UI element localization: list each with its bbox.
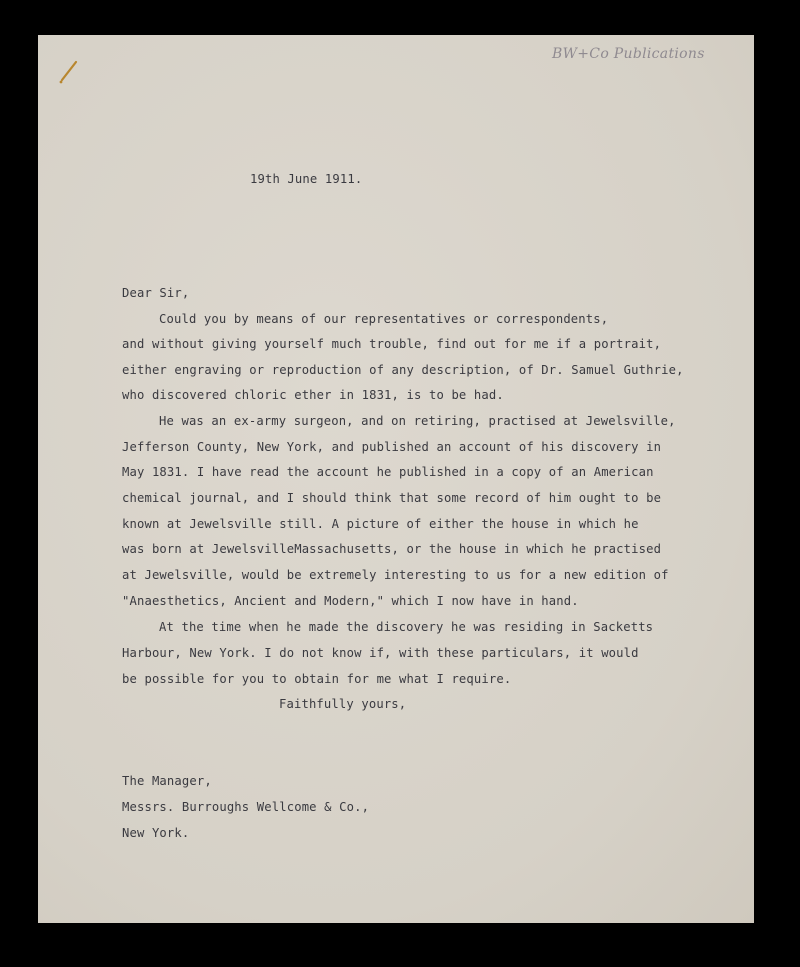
body-line: and without giving yourself much trouble, find out for me if a portrait, xyxy=(122,337,662,351)
address-line: New York. xyxy=(122,826,190,840)
body-line: Jefferson County, New York, and published an account of his discovery in xyxy=(122,440,662,454)
body-line: Harbour, New York. I do not know if, with these particulars, it would xyxy=(122,646,639,660)
body-line: at Jewelsville, would be extremely interesting to us for a new edition of xyxy=(122,568,669,582)
body-line: "Anaesthetics, Ancient and Modern," which I now have in hand. xyxy=(122,594,579,608)
letter-date: 19th June 1911. xyxy=(250,172,363,186)
letter-page xyxy=(38,35,754,923)
body-line: known at Jewelsville still. A picture of either the house in which he xyxy=(122,517,639,531)
address-line: Messrs. Burroughs Wellcome & Co., xyxy=(122,800,370,814)
body-line: chemical journal, and I should think that some record of him ought to be xyxy=(122,491,662,505)
pencil-tick-mark xyxy=(58,58,82,84)
address-line: The Manager, xyxy=(122,774,212,788)
body-line: who discovered chloric ether in 1831, is to be had. xyxy=(122,388,504,402)
body-line: At the time when he made the discovery he was residing in Sacketts xyxy=(159,620,654,634)
body-line: Could you by means of our representatives or correspondents, xyxy=(159,312,609,326)
body-line: was born at JewelsvilleMassachusetts, or the house in which he practised xyxy=(122,542,662,556)
letter-closing: Faithfully yours, xyxy=(279,697,407,711)
body-line: be possible for you to obtain for me what I require. xyxy=(122,672,512,686)
letter-salutation: Dear Sir, xyxy=(122,286,190,300)
body-line: either engraving or reproduction of any description, of Dr. Samuel Guthrie, xyxy=(122,363,684,377)
pencil-annotation: BW+Co Publications xyxy=(552,46,705,62)
body-line: He was an ex-army surgeon, and on retiring, practised at Jewelsville, xyxy=(159,414,676,428)
body-line: May 1831. I have read the account he published in a copy of an American xyxy=(122,465,654,479)
